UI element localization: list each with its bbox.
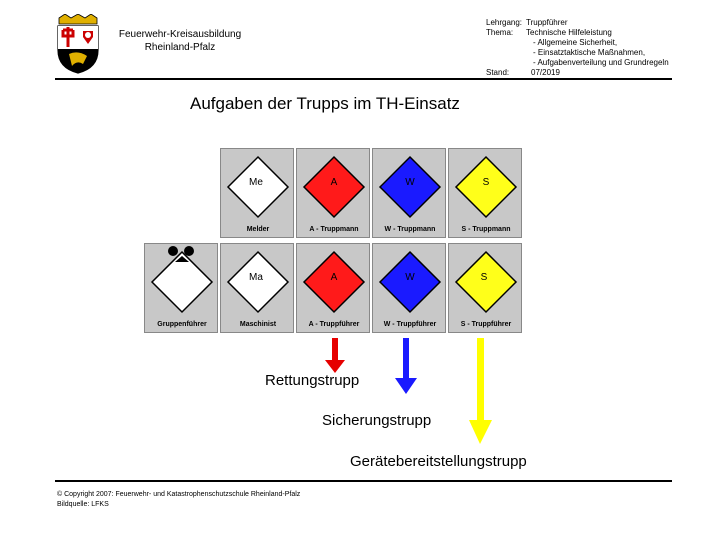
thema-line: - Aufgabenverteilung und Grundregeln	[533, 58, 669, 67]
lehrgang-key: Lehrgang:	[486, 18, 523, 27]
image-source: Bildquelle: LFKS	[57, 501, 109, 508]
tile-label: S - Truppführer	[460, 321, 512, 328]
copyright-text: © Copyright 2007: Feuerwehr- und Katastrophenschutzschule Rheinland-Pfalz	[57, 491, 301, 498]
lehrgang-value: Truppführer	[526, 18, 568, 27]
tile-letter: W	[405, 272, 415, 283]
thema-key: Thema:	[486, 28, 514, 37]
footer	[57, 490, 300, 510]
thema-line: - Allgemeine Sicherheit,	[533, 38, 618, 47]
tile-letter: S	[480, 272, 488, 283]
stand-key: Stand:	[486, 68, 510, 77]
geraetebereitstellungstrupp-arrow	[469, 338, 492, 444]
tile-letter: Ma	[249, 272, 263, 283]
tile-label: W - Truppmann	[384, 226, 436, 233]
rettungstrupp-arrow	[325, 338, 345, 373]
tile-label: A - Truppführer	[308, 321, 360, 328]
footer-divider	[55, 480, 672, 482]
sicherungstrupp-arrow	[395, 338, 417, 394]
tile-label: W - Truppführer	[383, 321, 437, 328]
tile-letter: A	[330, 177, 338, 188]
sicherungstrupp-label: Sicherungstrupp	[322, 412, 432, 429]
tile-label: Melder	[246, 226, 270, 233]
thema-line: - Einsatztaktische Maßnahmen,	[533, 48, 646, 57]
tile-letter: A	[330, 272, 338, 283]
geraetebereitstellungstrupp-label: Gerätebereitstellungstrupp	[350, 453, 527, 470]
org-line-2: Rheinland-Pfalz	[144, 42, 216, 53]
page-title: Aufgaben der Trupps im TH-Einsatz	[190, 94, 460, 113]
rettungstrupp-label: Rettungstrupp	[265, 372, 360, 389]
stand-value: 07/2019	[531, 68, 560, 77]
tile-letter: W	[405, 177, 415, 188]
tile-label: A - Truppmann	[309, 226, 359, 233]
tile-letter: S	[482, 177, 490, 188]
tile-label: Maschinist	[239, 321, 277, 328]
tile-label: S - Truppmann	[461, 226, 511, 233]
org-line-1: Feuerwehr-Kreisausbildung	[118, 29, 242, 40]
tile-label: Gruppenführer	[157, 321, 207, 328]
thema-line: Technische Hilfeleistung	[526, 28, 612, 37]
tile-letter: Me	[249, 177, 263, 188]
